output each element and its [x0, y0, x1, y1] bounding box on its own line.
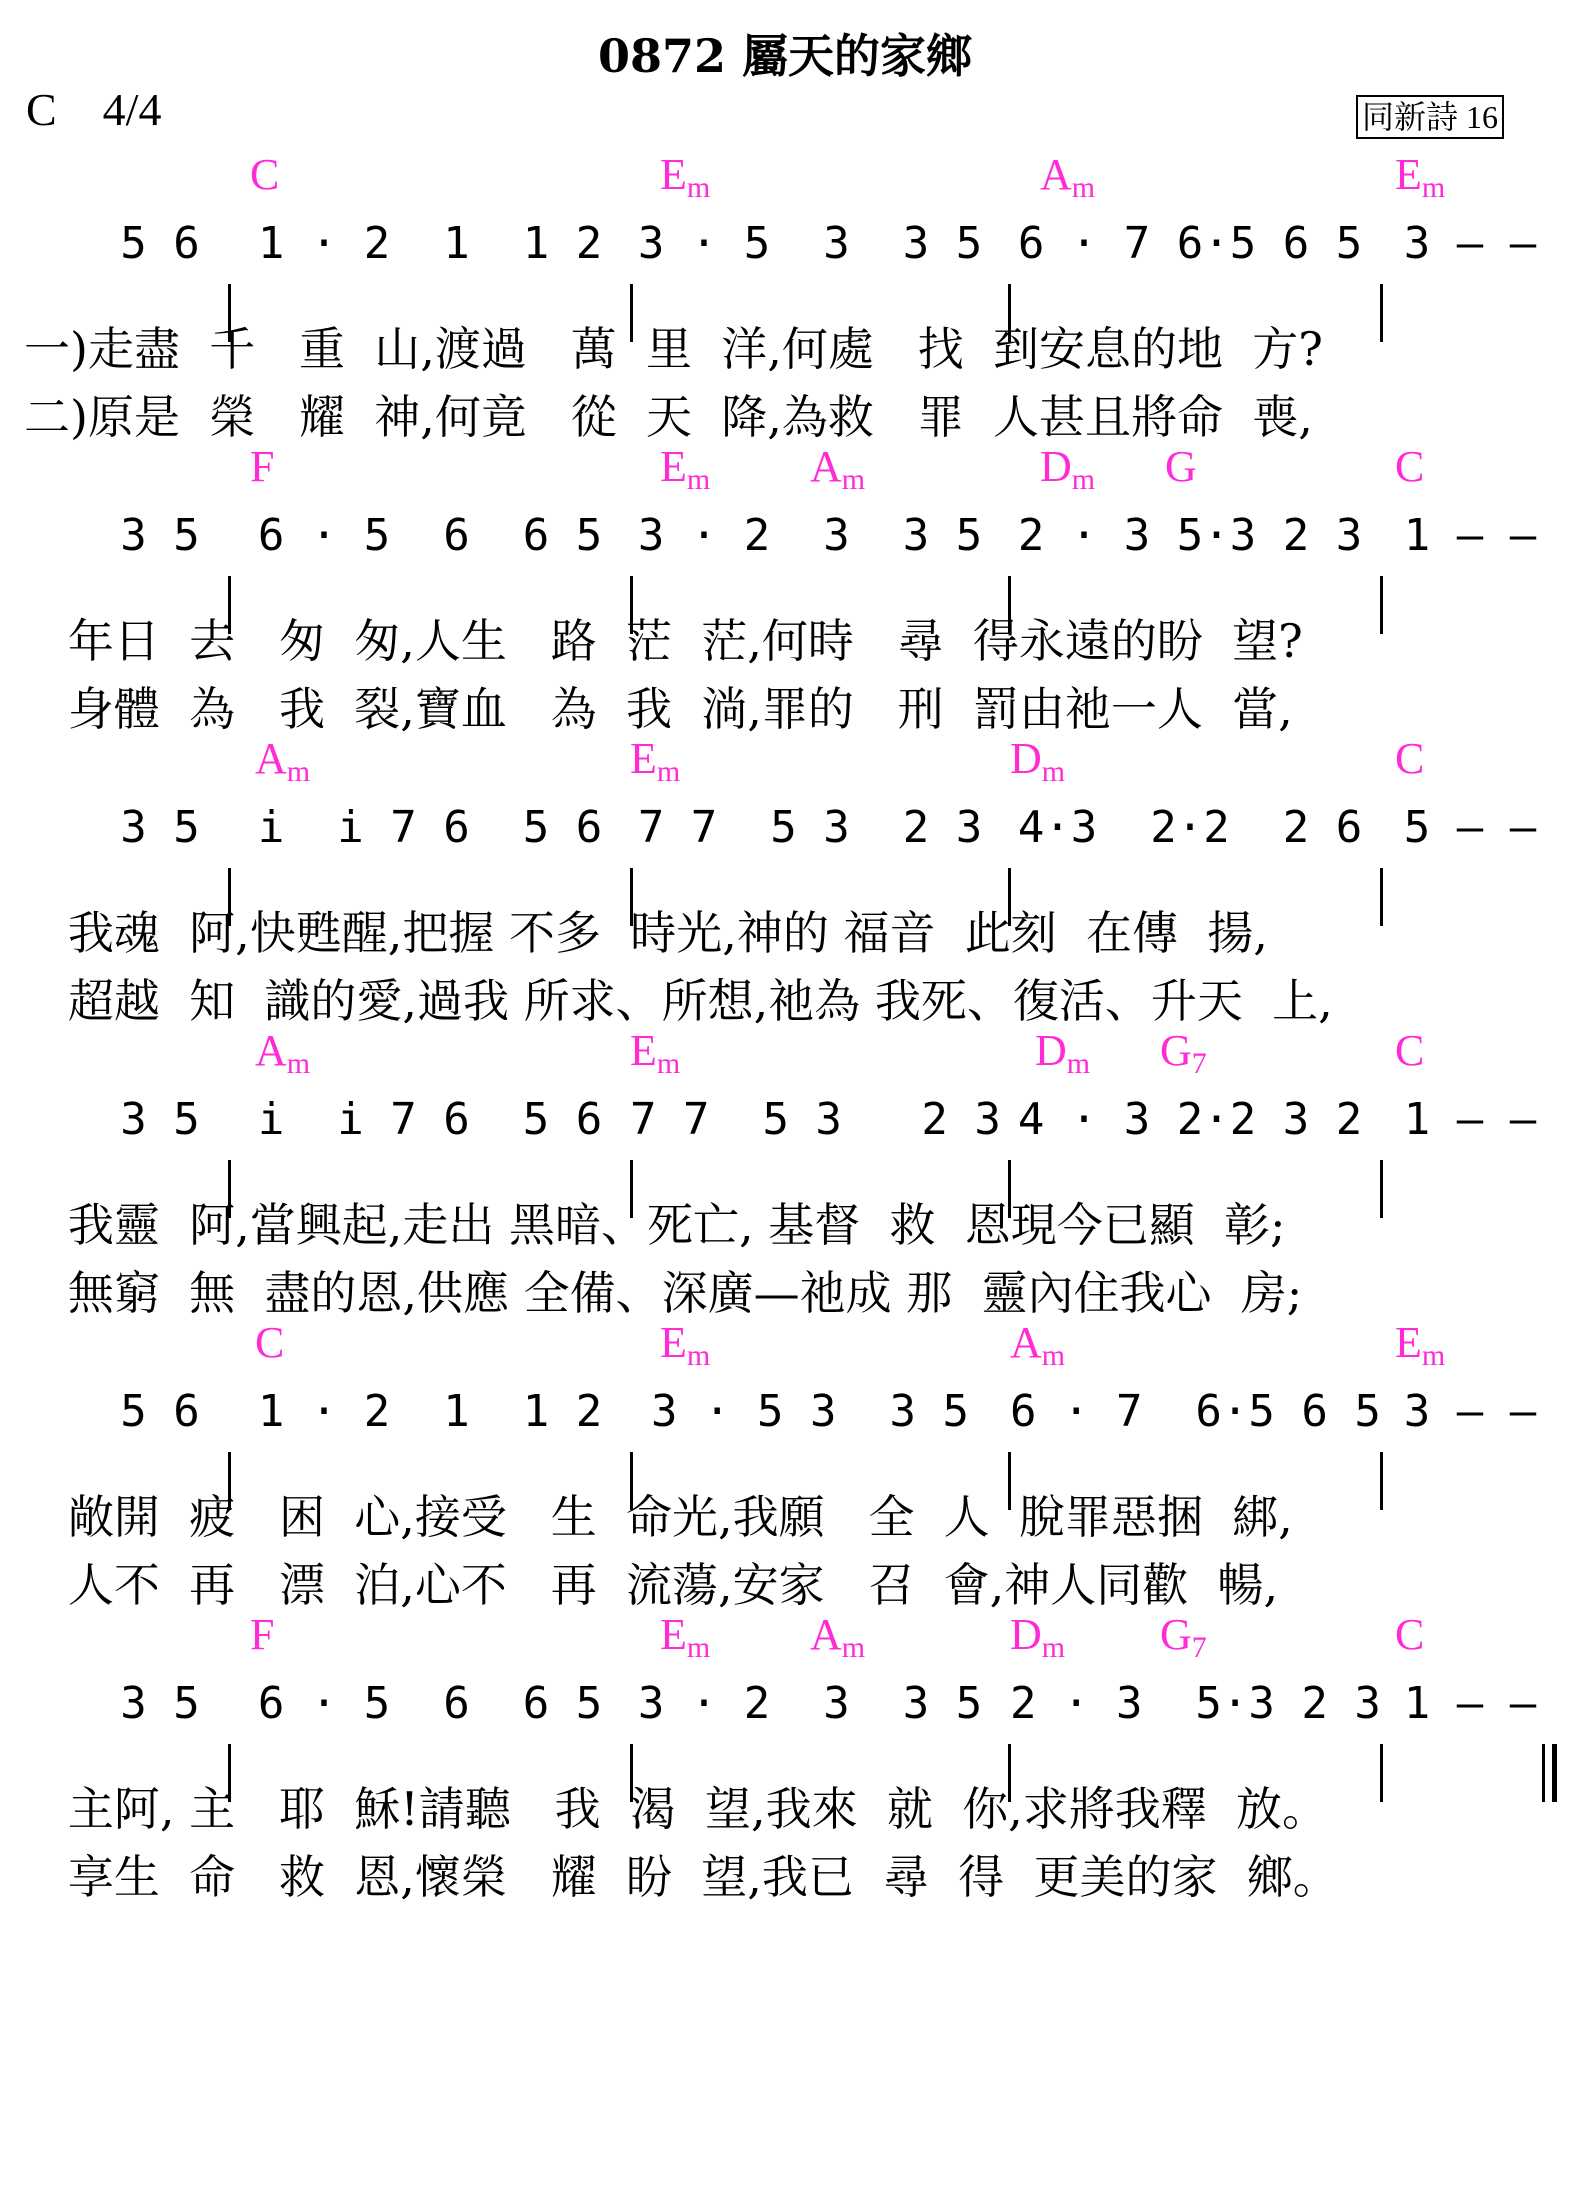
chord-symbol [810, 442, 865, 505]
chord-root: D [1040, 442, 1072, 491]
bar-line [1380, 576, 1383, 634]
chord-quality: m [841, 463, 866, 496]
notes-row [0, 1382, 1570, 1462]
chord-quality: m [686, 171, 711, 204]
measure-notes: i i 7 6 5 6 [257, 1094, 603, 1145]
measure-notes: 4·3 2·2 2 6 [1017, 802, 1363, 853]
chord-symbol [1160, 1026, 1207, 1089]
chord-root: E [660, 1318, 687, 1367]
measure-notes: 3 — — [1403, 218, 1537, 269]
lyric-verse-2: 二)原是 榮 耀 神,何竟 從 天 降,為救 罪 人甚且將命 喪, [24, 390, 1313, 444]
staff-2 [0, 442, 1570, 734]
bar-line [1380, 1160, 1383, 1218]
measure-notes: i i 7 6 5 6 [257, 802, 603, 853]
measure-notes: 2 · 3 5·3 2 3 [1010, 1678, 1381, 1729]
chord-symbol [1040, 150, 1095, 213]
chord-root: C [1395, 734, 1425, 783]
chord-quality: 7 [1191, 1631, 1207, 1664]
lyric-verse-2: 人不 再 漂 泊,心不 再 流蕩,安家 召 會,神人同歡 暢, [24, 1558, 1279, 1612]
chord-root: G [1160, 1026, 1192, 1075]
chord-symbol [1165, 442, 1197, 492]
chord-root: C [255, 1318, 285, 1367]
chord-quality: m [686, 1631, 711, 1664]
chord-quality: 7 [1191, 1047, 1207, 1080]
measure-notes: 6 · 5 6 6 5 [257, 1678, 603, 1729]
lyric-verse-1: 一)走盡 千 重 山,渡過 萬 里 洋,何處 找 到安息的地 方? [24, 322, 1323, 376]
measure-notes: 7 7 5 3 2 3 [637, 802, 983, 853]
measure-notes: 2 · 3 5·3 2 3 [1017, 510, 1363, 561]
chord-symbol [660, 150, 710, 213]
chord-symbol [255, 734, 310, 797]
final-bar-thick [1552, 1744, 1557, 1802]
measure-notes: 3 — — [1403, 1386, 1537, 1437]
chord-root: A [1010, 1318, 1042, 1367]
lyric-verse-2: 超越 知 識的愛,過我 所求、所想,祂為 我死、復活、升天 上, [24, 974, 1333, 1028]
measure-notes: 3 · 5 3 3 5 [637, 218, 983, 269]
chord-quality: m [656, 1047, 681, 1080]
chord-quality: m [286, 755, 311, 788]
chord-quality: m [1041, 1631, 1066, 1664]
lyric-verse-1: 年日 去 匆 匆,人生 路 茫 茫,何時 尋 得永遠的盼 望? [24, 614, 1303, 668]
chord-symbol [1395, 1318, 1445, 1381]
chord-quality: m [1071, 171, 1096, 204]
chord-root: E [660, 442, 687, 491]
chord-symbol [1395, 1026, 1424, 1076]
chord-root: A [255, 734, 287, 783]
pickup-notes: 3 5 [120, 802, 200, 853]
chord-root: A [810, 1610, 842, 1659]
chord-root: G [1165, 442, 1197, 491]
lyric-verse-1: 我靈 阿,當興起,走出 黑暗、死亡, 基督 救 恩現今已顯 彰; [24, 1198, 1286, 1252]
hymn-title: 0872 屬天的家鄉 [597, 29, 973, 83]
reference-box: 同新詩 16 [1356, 95, 1504, 139]
chord-symbol [810, 1610, 865, 1673]
chord-symbol [250, 1610, 274, 1660]
chord-symbol [250, 442, 274, 492]
chord-root: A [255, 1026, 287, 1075]
chord-quality: m [1071, 463, 1096, 496]
chord-quality: m [1041, 755, 1066, 788]
lyric-verse-1: 敞開 疲 困 心,接受 生 命光,我願 全 人 脫罪惡捆 綁, [24, 1490, 1293, 1544]
chord-symbol [1395, 1610, 1424, 1660]
chord-root: F [250, 442, 275, 491]
measure-notes: 1 — — [1403, 1094, 1537, 1145]
chord-quality: m [686, 1339, 711, 1372]
staff-4 [0, 1026, 1570, 1318]
bar-line [1380, 868, 1383, 926]
pickup-notes: 5 6 [120, 1386, 200, 1437]
chord-root: A [810, 442, 842, 491]
chord-symbol [1035, 1026, 1090, 1089]
chord-symbol [630, 734, 680, 797]
chord-symbol [255, 1318, 284, 1368]
chord-quality: m [286, 1047, 311, 1080]
chord-symbol [660, 442, 710, 505]
chord-quality: m [656, 755, 681, 788]
measure-notes: 1 · 2 1 1 2 [257, 218, 603, 269]
measure-notes: 6 · 7 6·5 6 5 [1017, 218, 1363, 269]
notes-row [0, 798, 1570, 878]
chord-symbol [1010, 734, 1065, 797]
measure-notes: 1 — — [1403, 1678, 1537, 1729]
lyric-verse-1: 主阿, 主 耶 穌!請聽 我 渴 望,我來 就 你,求將我釋 放。 [24, 1782, 1329, 1836]
chord-symbol [630, 1026, 680, 1089]
notes-row [0, 1090, 1570, 1170]
chord-root: E [660, 150, 687, 199]
chord-symbol [660, 1318, 710, 1381]
chord-symbol [255, 1026, 310, 1089]
bar-line [1380, 284, 1383, 342]
measure-notes: 3 · 2 3 3 5 [637, 510, 983, 561]
chord-root: C [1395, 442, 1425, 491]
pickup-notes: 3 5 [120, 1678, 200, 1729]
bar-line [1380, 1452, 1383, 1510]
measure-notes: 6 · 5 6 6 5 [257, 510, 603, 561]
chord-root: C [250, 150, 280, 199]
chord-quality: m [1421, 1339, 1446, 1372]
chord-root: D [1010, 734, 1042, 783]
chord-quality: m [1421, 171, 1446, 204]
staff-6 [0, 1610, 1570, 1902]
chord-symbol [1010, 1318, 1065, 1381]
chord-symbol [1395, 442, 1424, 492]
measure-notes: 1 · 2 1 1 2 [257, 1386, 603, 1437]
measure-notes: 7 7 5 3 2 3 [630, 1094, 1001, 1145]
chord-root: A [1040, 150, 1072, 199]
staff-1 [0, 150, 1570, 442]
chord-quality: m [1041, 1339, 1066, 1372]
chord-root: E [630, 734, 657, 783]
lyric-verse-2: 享生 命 救 恩,懷榮 耀 盼 望,我已 尋 得 更美的家 鄉。 [24, 1850, 1339, 1904]
chord-root: D [1010, 1610, 1042, 1659]
lyric-verse-1: 我魂 阿,快甦醒,把握 不多 時光,神的 福音 此刻 在傳 揚, [24, 906, 1268, 960]
chord-symbol [1395, 150, 1445, 213]
chord-root: C [1395, 1026, 1425, 1075]
chord-root: D [1035, 1026, 1067, 1075]
chord-root: G [1160, 1610, 1192, 1659]
measure-notes: 1 — — [1403, 510, 1537, 561]
chord-root: C [1395, 1610, 1425, 1659]
chord-symbol [660, 1610, 710, 1673]
chord-root: E [630, 1026, 657, 1075]
notes-row [0, 506, 1570, 586]
staff-3 [0, 734, 1570, 1026]
staff-5 [0, 1318, 1570, 1610]
chord-symbol [250, 150, 279, 200]
chord-symbol [1010, 1610, 1065, 1673]
chord-symbol [1040, 442, 1095, 505]
pickup-notes: 3 5 [120, 1094, 200, 1145]
chord-symbol [1395, 734, 1424, 784]
chord-symbol [1160, 1610, 1207, 1673]
measure-notes: 4 · 3 2·2 3 2 [1017, 1094, 1363, 1145]
chord-root: F [250, 1610, 275, 1659]
measure-notes: 6 · 7 6·5 6 5 [1010, 1386, 1381, 1437]
chord-root: E [1395, 150, 1422, 199]
notes-row [0, 1674, 1570, 1754]
pickup-notes: 3 5 [120, 510, 200, 561]
measure-notes: 5 — — [1403, 802, 1537, 853]
measure-notes: 3 · 2 3 3 5 [637, 1678, 983, 1729]
chord-root: E [1395, 1318, 1422, 1367]
chord-root: E [660, 1610, 687, 1659]
notes-row [0, 214, 1570, 294]
chord-quality: m [1066, 1047, 1091, 1080]
chord-quality: m [686, 463, 711, 496]
measure-notes: 3 · 5 3 3 5 [651, 1386, 969, 1437]
key-time-signature: C 4/4 [26, 84, 162, 135]
chord-quality: m [841, 1631, 866, 1664]
pickup-notes: 5 6 [120, 218, 200, 269]
lyric-verse-2: 身體 為 我 裂,寶血 為 我 淌,罪的 刑 罰由祂一人 當, [24, 682, 1293, 736]
final-bar-thin [1542, 1744, 1545, 1802]
lyric-verse-2: 無窮 無 盡的恩,供應 全備、深廣—祂成 那 靈內住我心 房; [24, 1266, 1303, 1320]
bar-line [1380, 1744, 1383, 1802]
